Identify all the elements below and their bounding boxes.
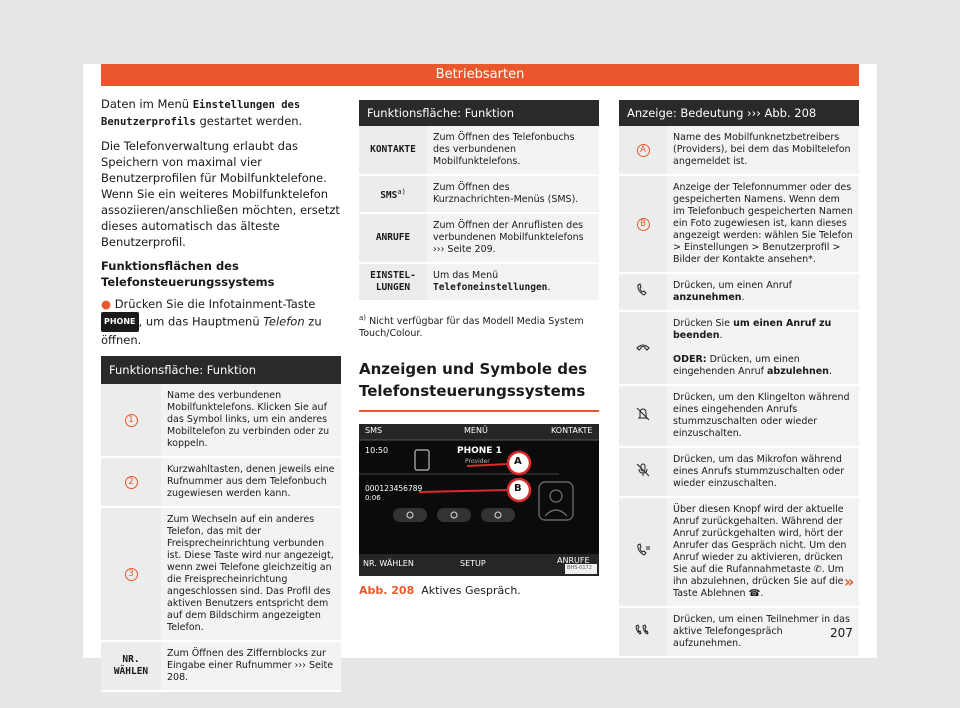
- table-row: KONTAKTE Zum Öffnen des Telefonbuchs des verbundenen Mobilfunktelefons.: [359, 126, 599, 175]
- display-table: [619, 100, 859, 658]
- table-row: Über diesen Knopf wird der aktuelle Anruf zurückgehalten. Während der Anruf zurückgehalten wird, hört der Anrufer das Gespräch nicht. Um den Anruf wieder zu aktivieren, drücken Sie auf die Rufannahmetaste ✆. Um ihn abzulehnen, drücken Sie auf die Taste Ablehnen ☎.: [619, 497, 859, 607]
- table-row: Drücken, um einen Anruf anzunehmen.: [619, 273, 859, 311]
- screen-sms: SMS: [365, 426, 383, 436]
- intro-paragraph: Daten im Menü Einstellungen des Benutzerprofils gestartet werden.: [101, 97, 303, 128]
- figure-code: BHS-0172: [567, 565, 592, 572]
- page-header: Betriebsarten: [101, 64, 859, 86]
- screen-nr-waehlen: NR. WÄHLEN: [363, 559, 414, 569]
- marker-3: 3: [125, 568, 138, 581]
- menu-name: Einstellungen des Benutzerprofils: [101, 99, 301, 128]
- table-row: Drücken, um das Mikrofon während eines Anrufs stummzuschalten oder wieder einzuschalten.: [619, 447, 859, 497]
- table-header: Funktionsfläche: Funktion: [101, 356, 341, 384]
- key-nr-waehlen: NR. WÄHLEN: [101, 641, 161, 691]
- screen-menu: MENÜ: [464, 426, 488, 436]
- add-participant-icon: [635, 623, 651, 637]
- screen-kontakte: KONTAKTE: [551, 426, 593, 436]
- callout-a: A: [514, 456, 522, 468]
- screen-duration: 0:06: [365, 494, 381, 503]
- phone-key-icon: PHONE: [101, 312, 139, 332]
- table-row: A Name des Mobilfunknetzbetreibers (Providers), bei dem das Mobiltelefon angemeldet ist.: [619, 126, 859, 175]
- bullet-icon: ●: [101, 297, 112, 311]
- section-title: Anzeigen und Symbole des Telefonsteuerungssystems: [359, 358, 599, 412]
- table-header: Anzeige: Bedeutung ››› Abb. 208: [619, 100, 859, 126]
- callout-b: B: [514, 483, 522, 495]
- bullet-instruction: ● Drücken Sie die Infotainment-Taste PHONE , um das Hauptmenü Telefon zu öffnen.: [101, 297, 322, 347]
- table-row: B Anzeige der Telefonnummer oder des gespeicherten Namens. Wenn dem im Telefonbuch gespeicherten Namen ein Foto zugewiesen ist, kann dieses angezeigt werden: wählen Sie Telefon > Einstellungen > Benutzerprofil > Bilder der Kontakte ansehen*.: [619, 175, 859, 273]
- function-table-2: [359, 100, 599, 302]
- phone-end-icon: [635, 339, 651, 353]
- column-middle: [359, 100, 599, 597]
- screen-anrufe: ANRUFE: [557, 556, 590, 566]
- marker-1: 1: [125, 414, 138, 427]
- table-row: EINSTEL-LUNGEN Um das Menü Telefoneinstellungen.: [359, 263, 599, 301]
- screen-number: 000123456789: [365, 484, 423, 494]
- phone-end-icon: ☎: [748, 588, 761, 599]
- column-left: [101, 96, 341, 692]
- function-table-1: [101, 356, 341, 692]
- screen-provider: Provider: [465, 458, 490, 466]
- table-row: Drücken, um den Klingelton während eines eingehenden Anrufs stummzuschalten oder wieder einzuschalten.: [619, 385, 859, 447]
- marker-b: B: [637, 218, 650, 231]
- mic-mute-icon: [635, 463, 651, 477]
- infotainment-screenshot: [359, 424, 599, 576]
- section-heading: Funktionsflächen des Telefonsteuerungssystems: [101, 259, 275, 289]
- table-row: NR. WÄHLEN Zum Öffnen des Ziffernblocks zur Eingabe einer Rufnummer ››› Seite 208.: [101, 641, 341, 691]
- screen-time: 10:50: [365, 446, 389, 456]
- bell-mute-icon: [635, 407, 651, 421]
- table-row: 3 Zum Wechseln auf ein anderes Telefon, das mit der Freisprecheinrichtung verbunden ist. Diese Taste wird nur angezeigt, wenn zwei Telefone gleichzeitig an die Freisprecheinrichtung angeschlossen sind. Das Profil des aktiven Benutzers entspricht dem auf dem Bildschirm angezeigten Telefon.: [101, 507, 341, 641]
- screen-phone-name: PHONE 1: [457, 446, 502, 457]
- table-row: 1 Name des verbundenen Mobilfunktelefons. Klicken Sie auf das Symbol links, um ein anderes Mobiltelefon zu verbinden oder zu koppeln.: [101, 384, 341, 457]
- page-number: 207: [830, 626, 853, 640]
- phone-accept-icon: ✆: [813, 564, 822, 575]
- table-header: Funktionsfläche: Funktion: [359, 100, 599, 126]
- phone-accept-icon: [635, 283, 651, 297]
- column-right: [619, 100, 859, 658]
- table-row: SMS$^{a)}$ Zum Öffnen des Kurznachrichten-Menüs (SMS).: [359, 175, 599, 213]
- screen-setup: SETUP: [460, 559, 486, 569]
- continue-mark: »: [844, 572, 855, 591]
- footnote: $^{a)}$ Nicht verfügbar für das Modell Media System Touch/Colour.: [359, 314, 584, 340]
- table-row: Drücken, um einen Teilnehmer in das aktive Telefongespräch aufzunehmen.: [619, 607, 859, 657]
- profiles-paragraph: Die Telefonverwaltung erlaubt das Speichern von maximal vier Benutzerprofilen für Mobilfunktelefone. Wenn Sie ein weiteres Mobilfunktelefon assoziieren/anschließen möchten, ersetzt dieses automatisch das älteste Benutzerprofil.: [101, 139, 340, 249]
- figure-caption: Abb. 208 Aktives Gespräch.: [359, 584, 521, 598]
- table-row: 2 Kurzwahltasten, denen jeweils eine Rufnummer aus dem Telefonbuch zugewiesen werden kann.: [101, 457, 341, 507]
- table-row: ANRUFE Zum Öffnen der Anruflisten des verbundenen Mobilfunktelefons ››› Seite 209.: [359, 213, 599, 263]
- phone-hold-icon: [635, 543, 651, 557]
- marker-2: 2: [125, 476, 138, 489]
- table-row: Drücken Sie um einen Anruf zu beenden. ODER: Drücken, um einen eingehenden Anruf abzulehnen.: [619, 311, 859, 385]
- marker-a: A: [637, 144, 650, 157]
